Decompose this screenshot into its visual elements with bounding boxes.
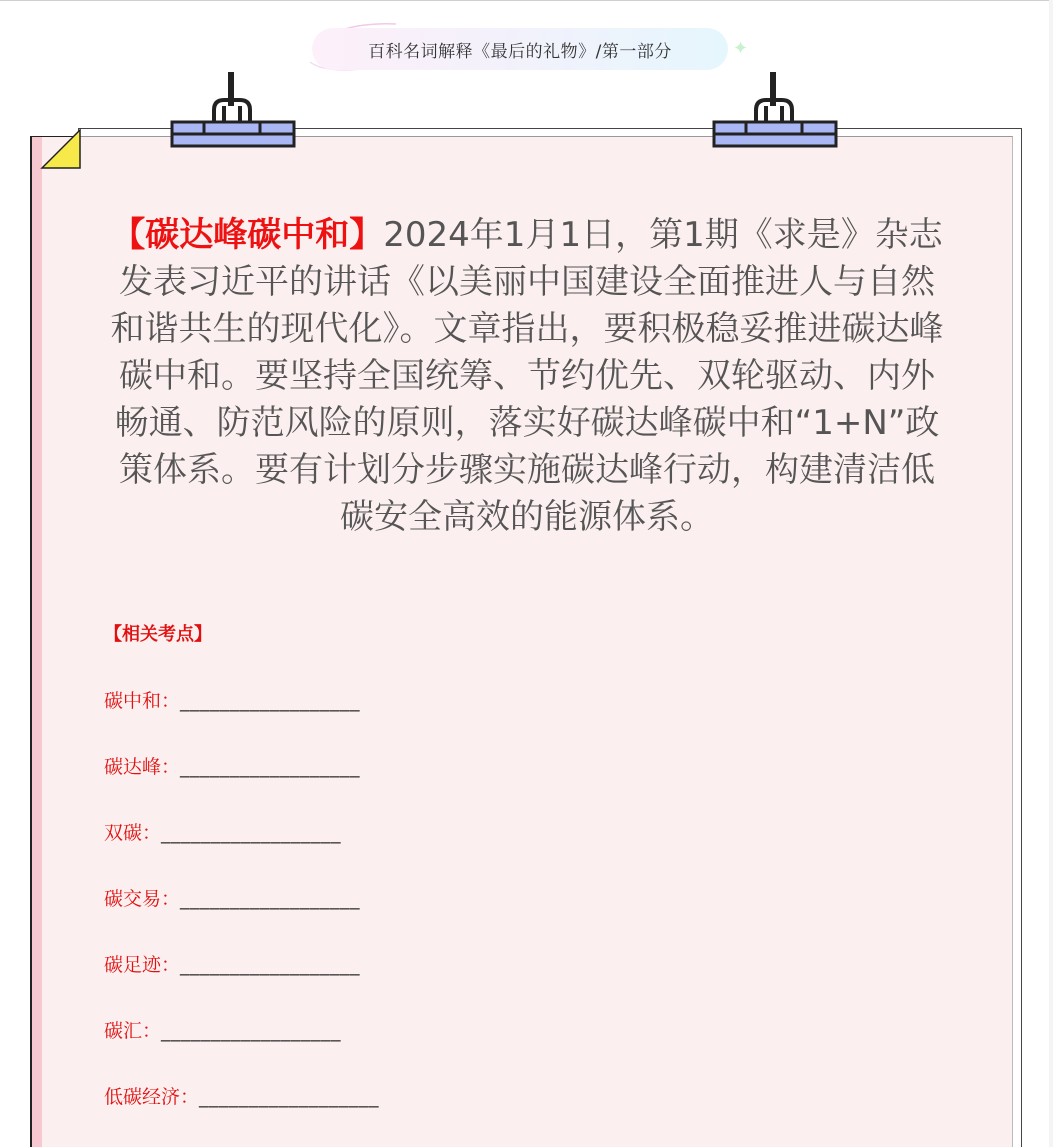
term-blank[interactable]: __________________: [180, 888, 361, 910]
term-label: 碳交易：: [104, 888, 181, 910]
term-label: 碳汇：: [104, 1020, 162, 1042]
term-blank[interactable]: __________________: [180, 690, 361, 712]
term-blank[interactable]: __________________: [180, 954, 361, 976]
binder-clip-icon: [170, 72, 296, 150]
term-item: [104, 884, 360, 911]
term-blank[interactable]: __________________: [161, 1020, 342, 1042]
term-label: 低碳经济：: [104, 1086, 200, 1108]
header-pill: [312, 28, 728, 70]
scrollbar-track[interactable]: [1049, 0, 1053, 1147]
term-item: [104, 950, 360, 977]
sparkle-icon: ✦: [733, 38, 749, 59]
binder-clip-icon: [712, 72, 838, 150]
article-body: 2024年1月1日，第1期《求是》杂志发表习近平的讲话《以美丽中国建设全面推进人与自然和谐共生的现代化》。文章指出，要积极稳妥推进碳达峰碳中和。要坚持全国统筹、节约优先、双轮驱动、内外畅通、防范风险的原则，落实好碳达峰碳中和“1+N”政策体系。要有计划分步骤实施碳达峰行动，构建清洁低碳安全高效的能源体系。: [110, 215, 944, 537]
term-blank[interactable]: __________________: [161, 822, 342, 844]
term-item: [104, 752, 360, 779]
page-title: 百科名词解释《最后的礼物》/第一部分: [368, 41, 672, 62]
term-label: 双碳：: [104, 822, 162, 844]
term-label: 碳足迹：: [104, 954, 181, 976]
article-tag: 【碳达峰碳中和】: [111, 215, 384, 255]
term-item: [104, 1016, 341, 1043]
term-blank[interactable]: __________________: [199, 1086, 380, 1108]
term-label: 碳达峰：: [104, 756, 181, 778]
term-item: [104, 818, 341, 845]
top-border: [0, 0, 1053, 1]
section-title: 【相关考点】: [104, 624, 212, 645]
term-item: [104, 1082, 379, 1109]
term-label: 碳中和：: [104, 690, 181, 712]
term-item: [104, 686, 360, 713]
term-blank[interactable]: __________________: [180, 756, 361, 778]
article-paragraph: [108, 212, 946, 541]
folded-corner-icon: [40, 128, 84, 172]
